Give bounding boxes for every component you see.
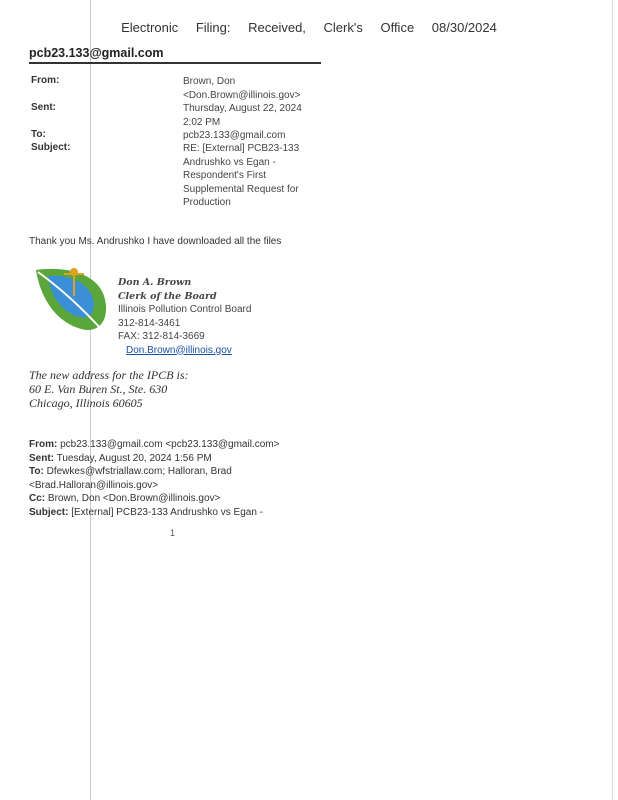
sent-value-line: Thursday, August 22, 2024 <box>183 103 302 114</box>
fwd-cc-value: Brown, Don <Don.Brown@illinois.gov> <box>47 493 221 504</box>
fwd-subject-label: Subject: <box>29 506 69 518</box>
fwd-from-label: From: <box>29 439 58 450</box>
from-label: From: <box>31 75 60 86</box>
signature-name: Don A. Brown <box>118 277 192 288</box>
fwd-to-row <box>29 465 279 479</box>
fwd-subject-value: [External] PCB23-133 Andrushko vs Egan - <box>71 506 264 518</box>
fwd-to-row-cont: <Brad.Halloran@illinois.gov> <box>29 479 159 491</box>
message-body: Thank you Ms. Andrushko I have downloaded all the files <box>29 236 282 247</box>
subject-line: Andrushko vs Egan - <box>183 156 276 168</box>
sent-label: Sent: <box>31 102 56 113</box>
from-value <box>183 75 313 102</box>
from-value-line: Brown, Don <box>183 76 236 87</box>
subject-label: Subject: <box>31 142 71 153</box>
fwd-subject-row <box>29 506 279 520</box>
fwd-cc-label: Cc: <box>29 493 46 504</box>
to-label: To: <box>31 129 46 140</box>
account-email: pcb23.133@gmail.com <box>29 46 164 60</box>
new-address <box>29 368 189 410</box>
address-line: 60 E. Van Buren St., Ste. 630 <box>29 382 168 396</box>
fwd-sent-row <box>29 452 279 466</box>
to-value: pcb23.133@gmail.com <box>183 130 286 141</box>
subject-value <box>183 142 313 210</box>
sent-value-line: 2:02 PM <box>183 116 221 128</box>
signature-email-link[interactable]: Don.Brown@illinois.gov <box>126 344 232 356</box>
fwd-cc-row <box>29 492 279 506</box>
signature-title: Clerk of the Board <box>118 290 217 302</box>
subject-line: Production <box>183 197 231 208</box>
fwd-sent-value: Tuesday, August 20, 2024 1:56 PM <box>56 452 212 464</box>
fwd-to-value: Dfewkes@wfstriallaw.com; Halloran, Brad <box>46 466 232 477</box>
signature-block <box>118 276 251 357</box>
signature-phone: 312-814-3461 <box>118 317 181 329</box>
filing-stamp: Electronic Filing: Received, Clerk's Office 08/30/2024 <box>121 20 497 35</box>
forwarded-header <box>29 438 279 519</box>
address-line: The new address for the IPCB is: <box>29 368 189 382</box>
fwd-to-label: To: <box>29 466 44 477</box>
fwd-sent-label: Sent: <box>29 452 54 464</box>
page-number: 1 <box>170 528 176 538</box>
sent-value <box>183 102 313 129</box>
scan-edge-line <box>612 0 613 800</box>
fwd-from-row <box>29 438 279 452</box>
ipcb-leaf-logo <box>34 266 114 336</box>
subject-line: Supplemental Request for <box>183 183 299 195</box>
fwd-from-value: pcb23.133@gmail.com <pcb23.133@gmail.com> <box>60 439 280 450</box>
subject-line: RE: [External] PCB23-133 <box>183 143 300 154</box>
subject-line: Respondent's First <box>183 170 267 181</box>
address-line: Chicago, Illinois 60605 <box>29 396 143 410</box>
header-rule <box>29 62 321 64</box>
signature-org: Illinois Pollution Control Board <box>118 304 252 315</box>
from-value-line: <Don.Brown@illinois.gov> <box>183 89 301 101</box>
signature-fax: FAX: 312-814-3669 <box>118 331 205 342</box>
